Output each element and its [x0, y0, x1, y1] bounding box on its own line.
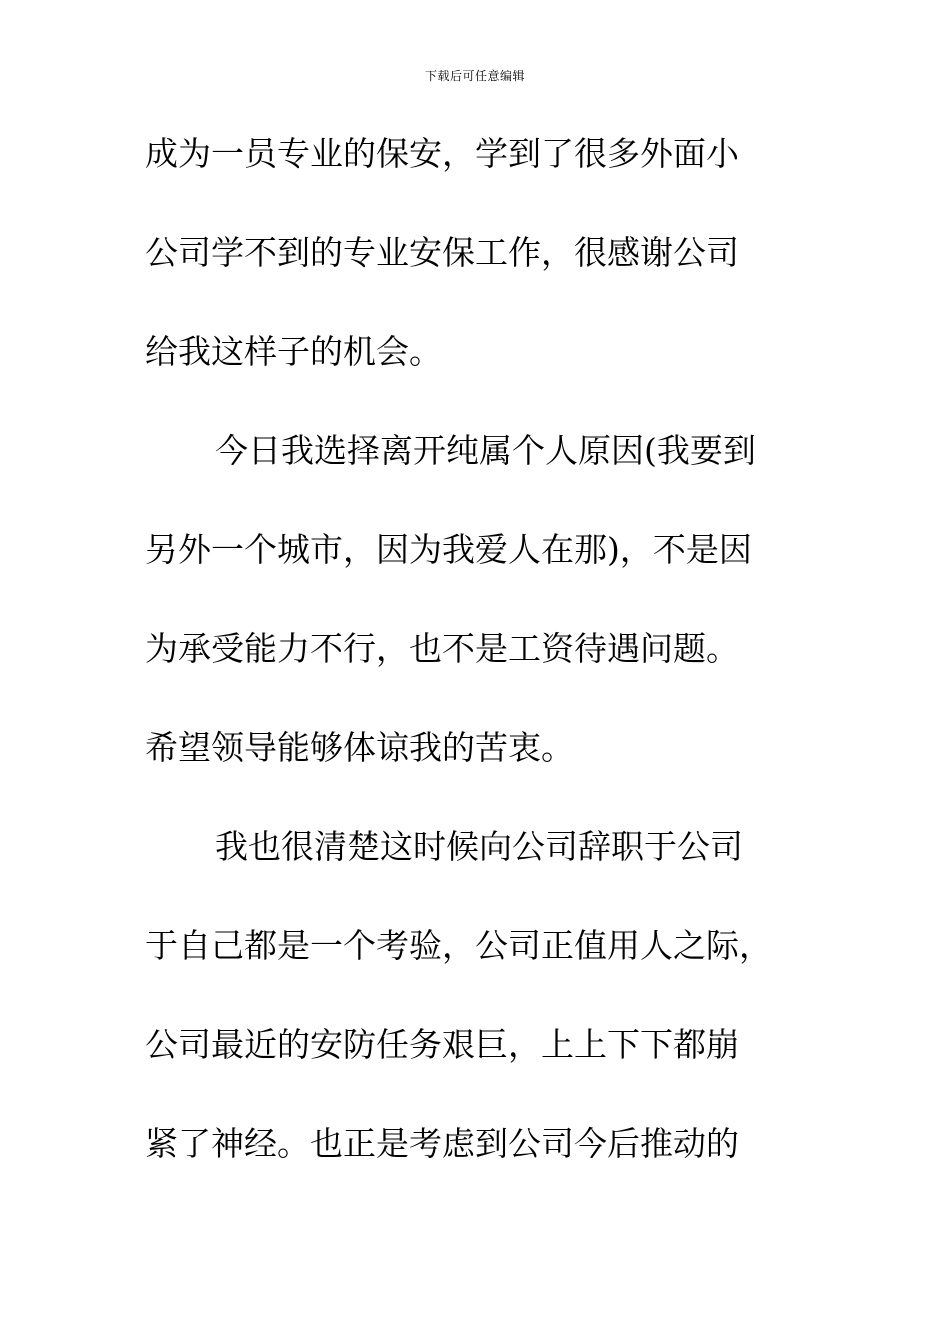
text-line: 紧了神经。也正是考虑到公司今后推动的: [145, 1124, 739, 1163]
text-line: 希望领导能够体谅我的苦衷。: [145, 728, 574, 767]
text-line: 另外一个城市，因为我爱人在那)，不是因: [145, 530, 752, 569]
text-line: 成为一员专业的保安，学到了很多外面小: [145, 134, 739, 173]
text-line: 给我这样子的机会。: [145, 332, 442, 371]
text-line: 于自己都是一个考验，公司正值用人之际，: [145, 926, 772, 965]
paragraph-start-line: 我也很清楚这时候向公司辞职于公司: [215, 827, 743, 866]
page-header: 下载后可任意编辑: [424, 69, 525, 83]
text-line: 为承受能力不行，也不是工资待遇问题。: [145, 629, 739, 668]
body-text: [145, 126, 825, 1215]
paragraph-start-line: 今日我选择离开纯属个人原因(我要到: [215, 431, 756, 470]
text-line: 公司学不到的专业安保工作，很感谢公司: [145, 233, 739, 272]
text-line: 公司最近的安防任务艰巨，上上下下都崩: [145, 1025, 739, 1064]
